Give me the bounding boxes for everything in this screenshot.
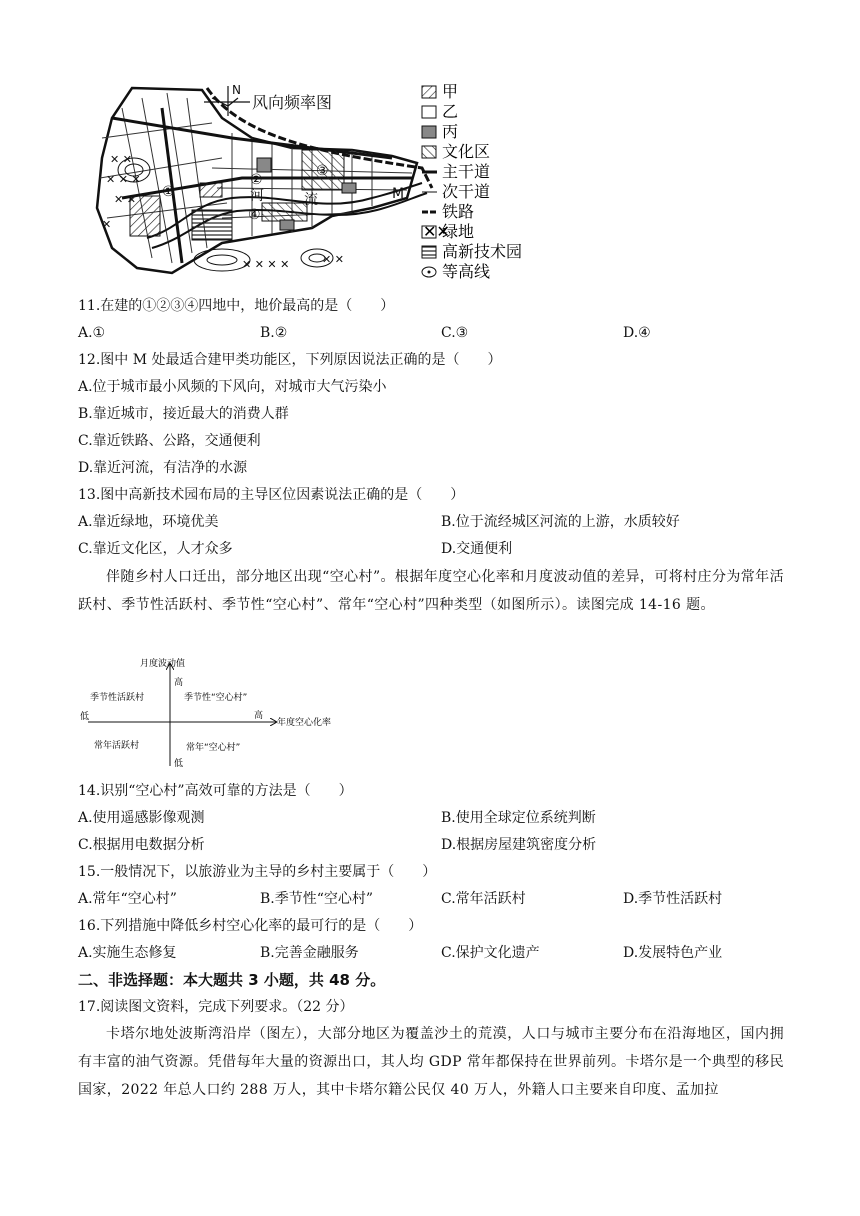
intro-paragraph: 伴随乡村人口迁出，部分地区出现“空心村”。根据年度空心化率和月度波动值的差异，可将村庄分为常年活跃村、季节性活跃村、季节性“空心村”、常年“空心村”四种类型（如图所示）。读图完成 14-16 题。 <box>78 569 784 613</box>
q11-option-b[interactable]: B.② <box>260 325 288 341</box>
x-axis-label: 年度空心化率 <box>277 718 332 728</box>
legend-label: 文化区 <box>442 142 491 161</box>
city-map-figure <box>92 78 552 288</box>
q13-option-b[interactable]: B.位于流经城区河流的上游，水质较好 <box>441 514 680 530</box>
hatch-back-icon <box>422 146 436 158</box>
y-high-label: 高 <box>174 678 184 688</box>
quadrant-bottom-left: 常年活跃村 <box>94 741 140 751</box>
q14-option-b[interactable]: B.使用全球定位系统判断 <box>441 810 596 826</box>
q16-option-d[interactable]: D.发展特色产业 <box>623 945 723 961</box>
question-11-stem: 11.在建的①②③④四地中，地价最高的是（ ） <box>78 298 395 314</box>
legend-label: 高新技术园 <box>442 242 523 261</box>
q12-option-d[interactable]: D.靠近河流，有洁净的水源 <box>78 460 248 476</box>
quadrant-top-left: 季节性活跃村 <box>90 693 145 703</box>
q17-paragraph: 卡塔尔地处波斯湾沿岸（图左），大部分地区为覆盖沙土的荒漠，人口与城市主要分布在沿海地区，国内拥有丰富的油气资源。凭借每年大量的资源出口，其人均 GDP 常年都保持在世界前列。卡塔尔是一个典型的移民国家，2022 年总人口约 288 万人，其中卡塔尔籍公民仅 40 万人，外籍人口主要来自印度、孟加拉 <box>78 1026 784 1098</box>
legend-label: 主干道 <box>442 162 491 181</box>
y-axis-label: 月度波动值 <box>140 659 186 669</box>
legend-label: 铁路 <box>442 202 475 221</box>
q11-option-a[interactable]: A.① <box>78 325 106 341</box>
site-label-2: ② <box>250 172 263 188</box>
site-label-3: ③ <box>316 163 329 179</box>
q15-option-d[interactable]: D.季节性活跃村 <box>623 891 723 907</box>
q12-option-a[interactable]: A.位于城市最小风频的下风向，对城市大气污染小 <box>78 379 387 395</box>
question-15-stem: 15.一般情况下，以旅游业为主导的乡村主要属于（ ） <box>78 864 437 880</box>
svg-text:✕ ✕: ✕ ✕ <box>110 153 132 166</box>
q14-option-d[interactable]: D.根据房屋建筑密度分析 <box>441 837 597 853</box>
q14-option-c[interactable]: C.根据用电数据分析 <box>78 837 205 853</box>
north-label: N <box>232 83 241 97</box>
question-12-stem: 12.图中 M 处最适合建甲类功能区，下列原因说法正确的是（ ） <box>78 352 502 368</box>
legend-label: 次干道 <box>442 182 491 201</box>
quadrant-figure <box>80 656 380 772</box>
q15-option-c[interactable]: C.常年活跃村 <box>441 891 526 907</box>
quadrant-top-right: 季节性“空心村” <box>184 693 248 703</box>
site-label-4: ④ <box>248 207 261 223</box>
x-low-label: 低 <box>80 712 90 722</box>
map-legend <box>422 82 522 281</box>
question-16-stem: 16.下列措施中降低乡村空心化率的最可行的是（ ） <box>78 918 423 934</box>
svg-text:✕ ✕: ✕ ✕ <box>322 253 344 266</box>
section-title: 二、非选择题：本大题共 3 小题，共 48 分。 <box>78 971 386 989</box>
x-high-label: 高 <box>254 711 264 721</box>
contour-icon <box>422 267 436 277</box>
q15-option-a[interactable]: A.常年“空心村” <box>78 891 177 907</box>
question-17-stem: 17.阅读图文资料，完成下列要求。（22 分） <box>78 999 354 1015</box>
q11-option-c[interactable]: C.③ <box>441 325 469 341</box>
q12-option-c[interactable]: C.靠近铁路、公路，交通便利 <box>78 433 261 449</box>
q12-option-b[interactable]: B.靠近城市，接近最大的消费人群 <box>78 406 289 422</box>
question-14-stem: 14.识别“空心村”高效可靠的方法是（ ） <box>78 783 353 799</box>
legend-label: 绿地 <box>442 222 475 241</box>
svg-text:✕ ✕: ✕ ✕ <box>114 193 136 206</box>
y-low-label: 低 <box>174 759 184 769</box>
svg-text:✕✕: ✕✕ <box>423 222 450 241</box>
m-label: M <box>392 186 405 202</box>
q16-option-a[interactable]: A.实施生态修复 <box>78 945 177 961</box>
site-label-1: ① <box>162 184 175 200</box>
q15-option-b[interactable]: B.季节性“空心村” <box>260 891 374 907</box>
svg-text:✕: ✕ <box>102 218 112 231</box>
q13-option-a[interactable]: A.靠近绿地，环境优美 <box>78 514 219 530</box>
legend-label: 丙 <box>442 122 459 141</box>
hightech-icon <box>422 246 436 258</box>
question-13-stem: 13.图中高新技术园布局的主导区位因素说法正确的是（ ） <box>78 487 465 503</box>
legend-label: 甲 <box>442 82 459 101</box>
river-label-2: 流 <box>304 192 318 208</box>
gray-box-icon <box>422 126 436 138</box>
q14-option-a[interactable]: A.使用遥感影像观测 <box>78 810 205 826</box>
legend-label: 乙 <box>442 102 459 121</box>
svg-text:✕ ✕ ✕ ✕: ✕ ✕ ✕ ✕ <box>242 258 290 271</box>
quadrant-bottom-right: 常年“空心村” <box>186 743 241 753</box>
q16-option-b[interactable]: B.完善金融服务 <box>260 945 359 961</box>
q13-option-d[interactable]: D.交通便利 <box>441 541 513 557</box>
q13-option-c[interactable]: C.靠近文化区，人才众多 <box>78 541 233 557</box>
empty-box-icon <box>422 106 436 118</box>
wind-rose-title: 风向频率图 <box>252 93 333 112</box>
legend-label: 等高线 <box>442 262 491 281</box>
q11-option-d[interactable]: D.④ <box>623 325 651 341</box>
river-label-1: 河 <box>250 188 264 204</box>
hatch-diagonal-icon <box>422 86 436 98</box>
q16-option-c[interactable]: C.保护文化遗产 <box>441 945 540 961</box>
svg-text:✕ ✕ ✕: ✕ ✕ ✕ <box>106 173 141 186</box>
